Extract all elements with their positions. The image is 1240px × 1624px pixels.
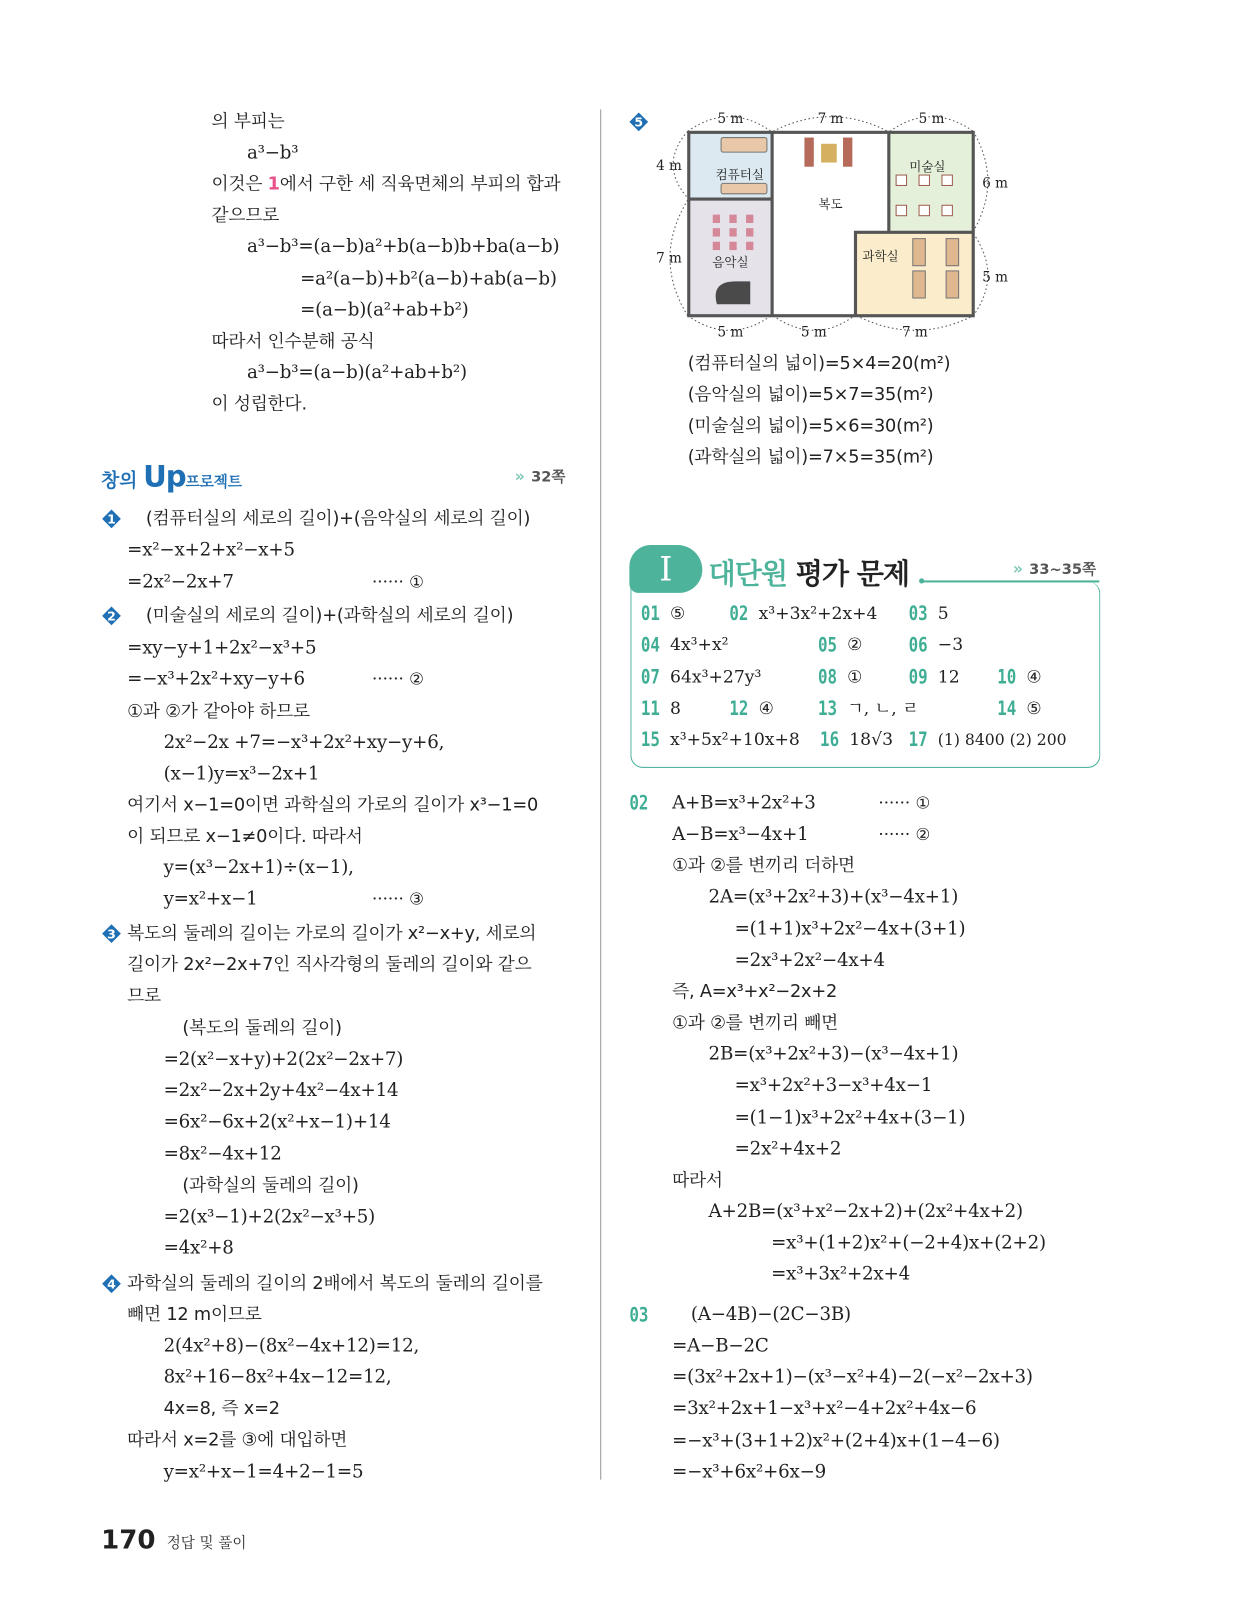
solution-line: =−x³+(3+1+2)x²+(2+4)x+(1−4−6) — [672, 1430, 1000, 1452]
answer-value: ① — [847, 666, 863, 687]
answer-number: 05 — [817, 633, 838, 657]
answer-number: 15 — [640, 728, 660, 752]
project-page-ref — [515, 466, 566, 487]
solution-line: 이 되므로 x−1≠0이다. 따라서 — [127, 826, 363, 848]
svg-text:음악실: 음악실 — [712, 254, 749, 270]
project-title-b: Up — [143, 459, 186, 494]
solution-line: ①과 ②가 같아야 하므로 — [127, 701, 310, 723]
svg-text:미술실: 미술실 — [909, 158, 946, 174]
svg-text:7 m: 7 m — [817, 110, 844, 127]
answer-number: 06 — [908, 633, 928, 657]
svg-text:2: 2 — [107, 608, 116, 624]
solution-line: 과학실의 둘레의 길이의 2배에서 복도의 둘레의 길이를 — [127, 1273, 543, 1295]
solution-line: 2x²−2x +7=−x³+2x²+xy−y+6, — [163, 732, 445, 754]
answer-value: ④ — [758, 698, 774, 718]
solution-line: (과학실의 둘레의 길이) — [182, 1175, 359, 1197]
column-divider — [600, 109, 601, 1479]
solution-line: =x²−x+2+x²−x+5 — [127, 539, 295, 561]
answer-value: ⑤ — [670, 603, 686, 624]
unit-title-a: 대단원 — [708, 558, 787, 591]
solution-line: (x−1)y=x³−2x+1 — [163, 763, 320, 785]
unit-page-ref — [1013, 559, 1096, 580]
answer-value: 12 — [937, 666, 960, 687]
chevron-right-icon: » — [514, 466, 525, 486]
solution-line: A−B=x³−4x+1 — [672, 824, 809, 846]
room-area-line: (음악실의 넓이)=5×7=35(m²) — [687, 384, 934, 406]
problem-number-badge — [101, 1273, 122, 1294]
solution-line: a³−b³ — [246, 142, 299, 164]
solution-line: (복도의 둘레의 길이) — [182, 1018, 342, 1039]
equation-tag: ······ ① — [371, 572, 425, 592]
line-text: 이것은 — [211, 174, 268, 196]
solution-line: =2x³+2x²−4x+4 — [734, 950, 885, 971]
solution-line: 4x=8, 즉 x=2 — [163, 1398, 280, 1420]
unit-title-b: 평가 문제 — [786, 558, 910, 591]
floor-plan-diagram — [646, 106, 1008, 346]
answer-number: 17 — [908, 728, 928, 752]
answer-box-dot — [919, 578, 924, 583]
room-area-line: (미술실의 넓이)=5×6=30(m²) — [687, 415, 934, 437]
solution-line: (A−4B)−(2C−3B) — [690, 1304, 851, 1326]
solution-line: A+B=x³+2x²+3 — [672, 792, 816, 814]
answer-number: 11 — [640, 697, 660, 721]
solution-line: (미술실의 세로의 길이)+(과학실의 세로의 길이) — [145, 605, 514, 627]
line-text: 에서 구한 세 직육면체의 부피의 합과 — [279, 174, 561, 196]
solution-line: 2B=(x³+2x²+3)−(x³−4x+1) — [708, 1044, 959, 1066]
solution-line: ①과 ②를 변끼리 빼면 — [672, 1012, 839, 1034]
footer-label: 정답 및 풀이 — [166, 1534, 247, 1552]
solution-line: 같으므로 — [211, 205, 280, 227]
answer-number: 01 — [640, 602, 660, 626]
svg-text:3: 3 — [107, 926, 116, 942]
solution-line: 따라서 x=2를 ③에 대입하면 — [127, 1429, 348, 1451]
chevron-right-icon: » — [1012, 559, 1023, 579]
solution-line: 따라서 인수분해 공식 — [211, 331, 375, 352]
solution-line: =xy−y+1+2x²−x³+5 — [127, 637, 317, 659]
highlight-number: 1 — [267, 174, 280, 196]
svg-text:5 m: 5 m — [918, 110, 945, 127]
solution-line: (컴퓨터실의 세로의 길이)+(음악실의 세로의 길이) — [145, 508, 531, 530]
solution-line: 의 부피는 — [211, 111, 285, 133]
answer-value: 8 — [670, 698, 681, 718]
svg-text:4: 4 — [107, 1276, 116, 1292]
svg-text:7 m: 7 m — [902, 324, 928, 341]
svg-text:5 m: 5 m — [982, 269, 1008, 286]
solution-line: 므로 — [127, 985, 161, 1007]
solution-number: 02 — [629, 791, 649, 815]
equation-tag: ······ ③ — [371, 888, 425, 909]
solution-line: =−x³+2x²+xy−y+6 — [127, 668, 305, 690]
answer-value: 18√3 — [849, 729, 894, 750]
equation-tag: ······ ② — [878, 824, 931, 845]
answer-number: 13 — [817, 697, 838, 721]
answer-box-rule — [922, 580, 1099, 582]
problem-number-badge — [101, 605, 122, 626]
svg-text:5 m: 5 m — [717, 110, 744, 127]
room-area-line: (과학실의 넓이)=7×5=35(m²) — [687, 447, 934, 468]
answer-value: 64x³+27y³ — [670, 666, 762, 687]
solution-line: y=(x³−2x+1)÷(x−1), — [163, 857, 354, 879]
solution-line: =2x²−2x+7 — [127, 572, 234, 593]
answer-number: 03 — [908, 602, 928, 626]
answer-value: (1) 8400 (2) 200 — [937, 730, 1067, 750]
answer-value: 4x³+x² — [670, 634, 729, 655]
svg-text:5 m: 5 m — [800, 324, 827, 341]
answer-number: 16 — [820, 728, 840, 752]
answer-value: 5 — [937, 603, 949, 624]
solution-line: =(a−b)(a²+ab+b²) — [300, 299, 469, 321]
solution-line — [212, 173, 561, 196]
answer-value: ② — [847, 634, 863, 655]
svg-text:5: 5 — [634, 114, 644, 130]
answer-number: 09 — [908, 665, 928, 689]
svg-text:복도: 복도 — [818, 196, 843, 212]
solution-line: =2x²+4x+2 — [734, 1138, 842, 1160]
answer-value: ④ — [1026, 666, 1042, 687]
solution-line: 2A=(x³+2x²+3)+(x³−4x+1) — [708, 887, 959, 909]
solution-line: ①과 ②를 변끼리 더하면 — [672, 855, 855, 877]
answer-number: 10 — [997, 665, 1017, 689]
solution-line: =(1−1)x³+2x²+4x+(3−1) — [734, 1107, 966, 1128]
answer-number: 04 — [640, 633, 660, 657]
solution-line: =4x²+8 — [163, 1237, 234, 1259]
room-area-line: (컴퓨터실의 넓이)=5×4=20(m²) — [687, 353, 951, 375]
project-title-a: 창의 — [101, 469, 138, 492]
solution-line: A+2B=(x³+x²−2x+2)+(2x²+4x+2) — [708, 1201, 1023, 1223]
unit-page-ref-text: 33~35쪽 — [1029, 561, 1097, 579]
solution-line: a³−b³=(a−b)a²+b(a−b)b+ba(a−b) — [246, 236, 560, 258]
solution-line: =x³+3x²+2x+4 — [771, 1264, 910, 1286]
answer-number: 02 — [729, 602, 749, 626]
project-section-title — [101, 460, 242, 494]
problem-number-badge — [101, 923, 122, 944]
solution-line: =2(x²−x+y)+2(2x²−2x+7) — [163, 1049, 404, 1071]
solution-line: =8x²−4x+12 — [163, 1144, 282, 1165]
svg-text:과학실: 과학실 — [862, 248, 899, 264]
answer-value: ⑤ — [1026, 698, 1042, 718]
solution-line: 이 성립한다. — [211, 393, 307, 415]
answer-value: −3 — [937, 634, 964, 655]
solution-line: 따라서 — [672, 1169, 723, 1191]
svg-text:7 m: 7 m — [656, 250, 682, 267]
solution-line: =−x³+6x²+6x−9 — [672, 1461, 827, 1483]
svg-text:6 m: 6 m — [982, 175, 1008, 192]
equation-tag: ······ ② — [371, 668, 425, 689]
solution-line: =A−B−2C — [672, 1335, 769, 1357]
svg-text:4 m: 4 m — [656, 157, 682, 174]
solution-line: 2(4x²+8)−(8x²−4x+12)=12, — [163, 1335, 420, 1357]
answer-value: x³+5x²+10x+8 — [670, 729, 800, 750]
solution-line: 8x²+16−8x²+4x−12=12, — [163, 1367, 392, 1388]
svg-text:컴퓨터실: 컴퓨터실 — [715, 167, 764, 183]
solution-line: y=x²+x−1=4+2−1=5 — [163, 1461, 364, 1483]
solution-line: =(3x²+2x+1)−(x³−x²+4)−2(−x²−2x+3) — [672, 1367, 1033, 1389]
svg-text:1: 1 — [107, 511, 116, 527]
problem-number-badge — [101, 508, 122, 529]
answer-number: 07 — [640, 665, 660, 689]
solution-line: 여기서 x−1=0이면 과학실의 가로의 길이가 x³−1=0 — [127, 795, 539, 816]
project-title-c: 프로젝트 — [185, 474, 243, 491]
equation-tag: ······ ① — [878, 792, 931, 813]
solution-line: =6x²−6x+2(x²+x−1)+14 — [163, 1111, 391, 1133]
solution-line: =2(x³−1)+2(2x²−x³+5) — [163, 1206, 376, 1228]
svg-text:5 m: 5 m — [717, 324, 744, 341]
solution-line: a³−b³=(a−b)(a²+ab+b²) — [246, 362, 467, 384]
answer-value: ㄱ, ㄴ, ㄹ — [847, 698, 919, 718]
unit-badge: I — [629, 545, 702, 593]
page-number: 170 — [101, 1524, 156, 1555]
solution-line: =2x²−2x+2y+4x²−4x+14 — [163, 1080, 399, 1102]
answer-number: 12 — [729, 697, 749, 721]
solution-line: =a²(a−b)+b²(a−b)+ab(a−b) — [300, 268, 557, 290]
solution-number: 03 — [629, 1303, 649, 1327]
solution-line: 길이가 2x²−2x+7인 직사각형의 둘레의 길이와 같으 — [127, 954, 532, 976]
solution-line: =(1+1)x³+2x²−4x+(3+1) — [734, 918, 966, 940]
solution-line: 빼면 12 m이므로 — [127, 1304, 262, 1326]
answer-number: 14 — [997, 697, 1017, 721]
project-page-ref-text: 32쪽 — [531, 468, 566, 486]
solution-line: =x³+2x²+3−x³+4x−1 — [734, 1075, 933, 1097]
solution-line: =x³+(1+2)x²+(−2+4)x+(2+2) — [771, 1232, 1046, 1254]
solution-line: y=x²+x−1 — [163, 888, 258, 910]
solution-line: 즉, A=x³+x²−2x+2 — [672, 981, 838, 1003]
solution-line: 복도의 둘레의 길이는 가로의 길이가 x²−x+y, 세로의 — [127, 923, 537, 945]
answer-number: 08 — [817, 665, 838, 689]
answer-value: x³+3x²+2x+4 — [758, 603, 878, 624]
solution-line: =3x²+2x+1−x³+x²−4+2x²+4x−6 — [672, 1398, 977, 1420]
